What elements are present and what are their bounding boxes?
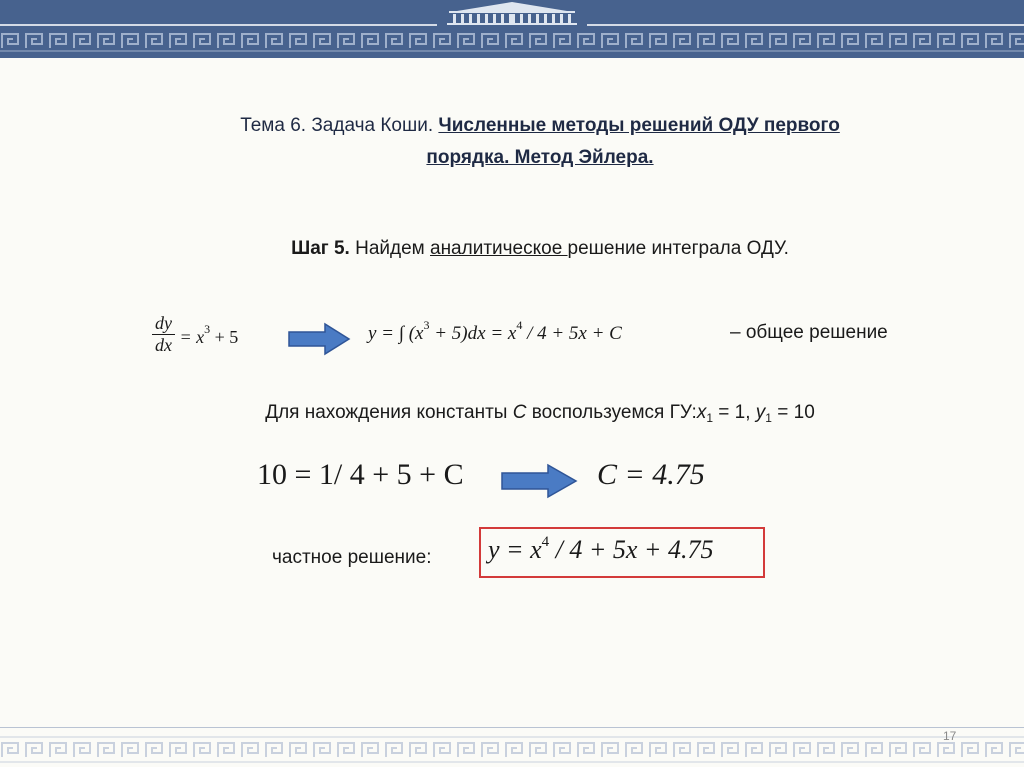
title-prefix: Тема 6. Задача Коши. [240,115,439,136]
particular-label: частное решение: [272,547,432,568]
const-text1: Для нахождения константы [265,402,513,423]
greek-key-border-bottom [0,733,1024,767]
particular-part1: y = x [488,535,542,564]
const-text2: воспользуемся ГУ: [526,402,697,423]
constant-determination [100,402,980,425]
general-solution-exp2: 4 [516,318,523,332]
general-solution-exp1: 3 [423,318,430,332]
step-text-before: Найдем [349,238,430,259]
particular-exp: 4 [541,534,550,550]
general-solution-part2: + 5)dx = x [429,323,517,344]
const-c: C [512,402,527,423]
const-text4: = 10 [771,402,815,423]
slide-title [140,110,940,174]
page-number: 17 [943,729,957,743]
const-y: y [755,402,766,423]
ode-equation [152,313,238,356]
fraction-numerator: dy [152,313,175,335]
ode-exponent: 3 [204,321,211,336]
building-logo-icon [437,0,587,26]
ode-rhs: = x [179,326,205,347]
greek-key-border-top [0,28,1024,54]
general-solution-part1: y = ∫ (x [368,323,424,344]
general-solution-part3: / 4 + 5x + C [522,323,622,344]
particular-solution [488,534,713,565]
particular-part2: / 4 + 5x + 4.75 [549,535,714,564]
arrow-right-icon [287,322,351,356]
general-solution-note: – общее решение [730,322,888,343]
constant-equation: 10 = 1/ 4 + 5 + C [257,458,464,491]
const-y-sub: 1 [765,411,772,425]
footer-divider [0,727,1024,728]
ode-tail: + 5 [210,326,239,347]
const-text3: = 1, [713,402,756,423]
const-x-sub: 1 [706,411,714,425]
title-bold-line1: Численные методы решений ОДУ первого [438,115,840,136]
const-x: x [696,402,707,423]
step-label: Шаг 5. [291,238,350,259]
arrow-right-icon [500,463,578,499]
fraction-denominator: dx [155,335,172,355]
step-heading [190,238,890,260]
step-text-after: решение интеграла ОДУ. [567,238,789,259]
step-underlined: аналитическое [430,238,568,259]
general-solution [368,318,622,345]
constant-value: C = 4.75 [597,458,705,491]
title-bold-line2: порядка. Метод Эйлера. [426,147,654,168]
